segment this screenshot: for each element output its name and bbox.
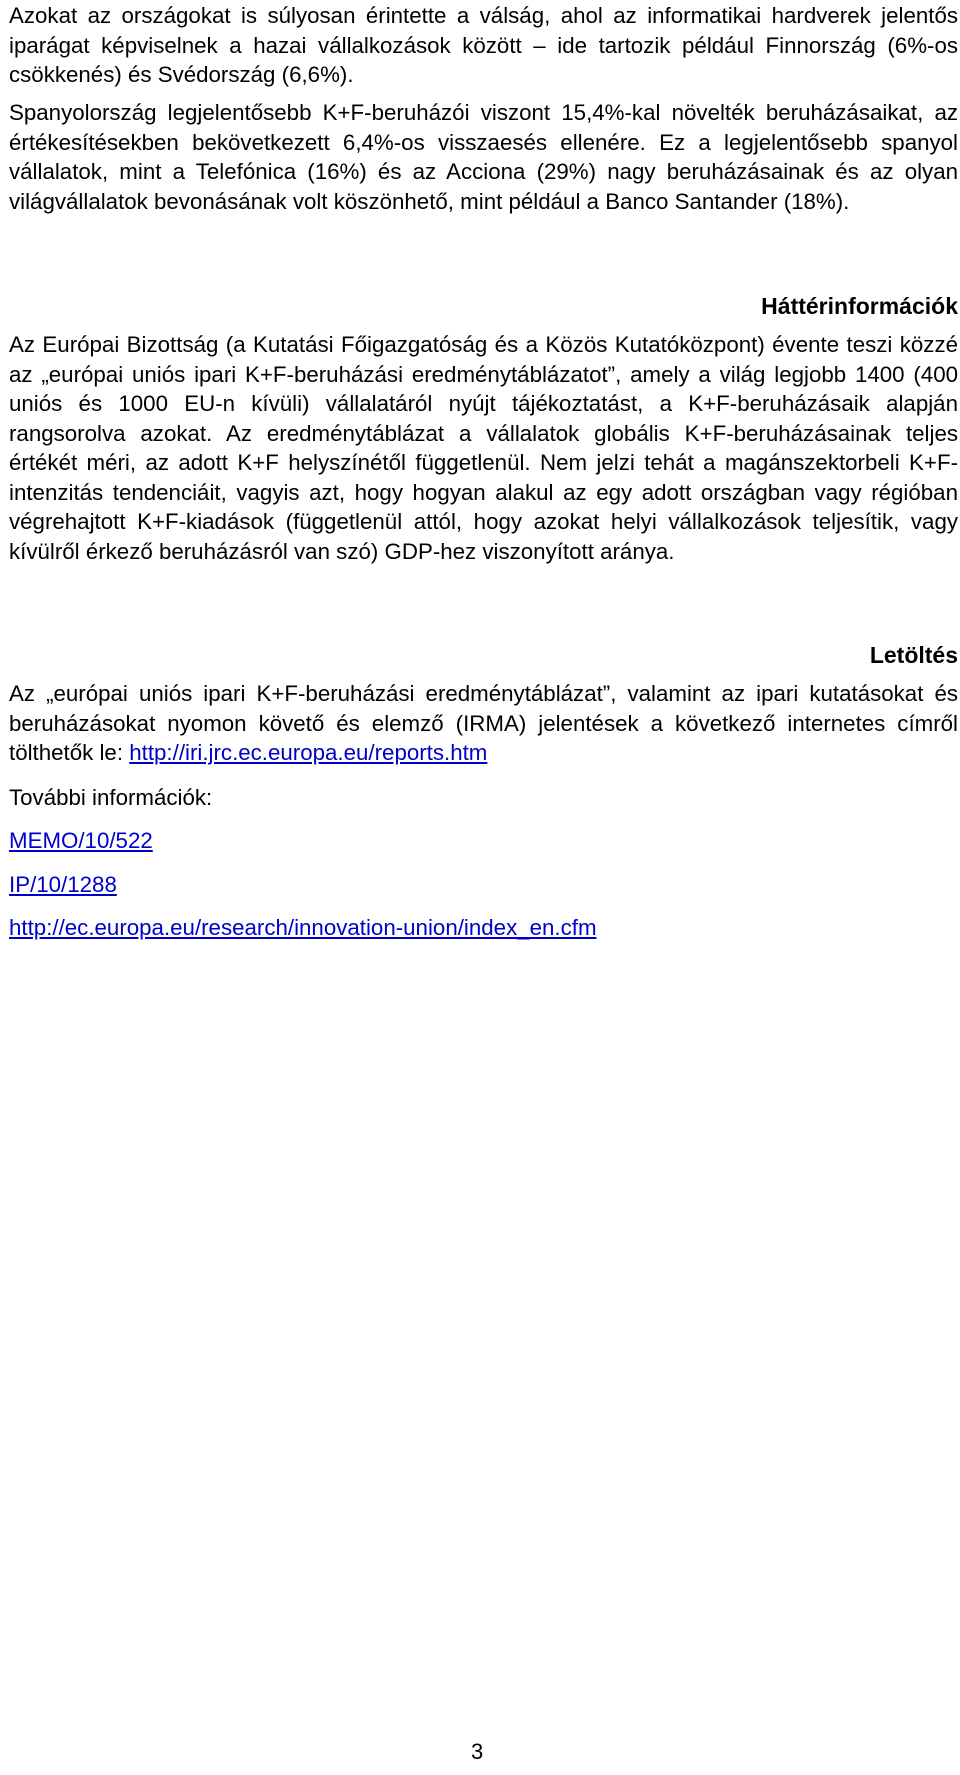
ip-link[interactable]: IP/10/1288 <box>9 872 117 897</box>
page-number: 3 <box>471 1739 484 1764</box>
ip-link-line <box>9 870 117 900</box>
innovation-union-link[interactable]: http://ec.europa.eu/research/innovation-union/index_en.cfm <box>9 915 597 940</box>
paragraph-background: Az Európai Bizottság (a Kutatási Főigazgatóság és a Közös Kutatóközpont) évente teszi közzé az „európai uniós ipari K+F-beruházási eredménytáblázatot”, amely a világ legjobb 1400 (400 uniós és 1000 EU-n kívüli) vállalatáról nyújt tájékoztatást, a K+F-beruházásaik alapján rangsorolva azokat. Az eredménytáblázat a vállalatok globális K+F-beruházásainak teljes értékét méri, az adott K+F helyszínétől függetlenül. Nem jelzi tehát a magánszektorbeli K+F-intenzitás tendenciáit, vagyis azt, hogy hogyan alakul az egy adott országban vagy régióban végrehajtott K+F-kiadások (függetlenül attól, hogy azokat helyi vállalkozások teljesítik, vagy kívülről érkező beruházásról van szó) GDP-hez viszonyított aránya. <box>9 332 958 564</box>
paragraph-crisis-impact: Azokat az országokat is súlyosan érintette a válság, ahol az informatikai hardverek jelentős iparágat képviselnek a hazai vállalkozások között – ide tartozik például Finnország (6%-os csökkenés) és Svédország (6,6%). <box>9 3 958 87</box>
paragraph-download <box>9 679 958 768</box>
memo-link-line <box>9 826 153 856</box>
innovation-union-link-line <box>9 913 597 943</box>
download-text: Az „európai uniós ipari K+F-beruházási eredménytáblázat”, valamint az ipari kutatásokat és beruházásokat nyomon követő és elemző (IRMA) jelentések a következő internetes címről tölthetők le: <box>9 681 958 765</box>
memo-link[interactable]: MEMO/10/522 <box>9 828 153 853</box>
paragraph-spain: Spanyolország legjelentősebb K+F-beruházói viszont 15,4%-kal növelték beruházásaikat, az értékesítésekben bekövetkezett 6,4%-os visszaesés ellenére. Ez a legjelentősebb spanyol vállalatok, mint a Telefónica (16%) és az Acciona (29%) nagy beruházásainak és az olyan világvállalatok bevonásának volt köszönhető, mint például a Banco Santander (18%). <box>9 100 958 214</box>
heading-download: Letöltés <box>869 642 958 668</box>
heading-background: Háttérinformációk <box>761 293 958 319</box>
more-info-label: További információk: <box>9 785 213 810</box>
reports-link[interactable]: http://iri.jrc.ec.europa.eu/reports.htm <box>129 740 488 765</box>
